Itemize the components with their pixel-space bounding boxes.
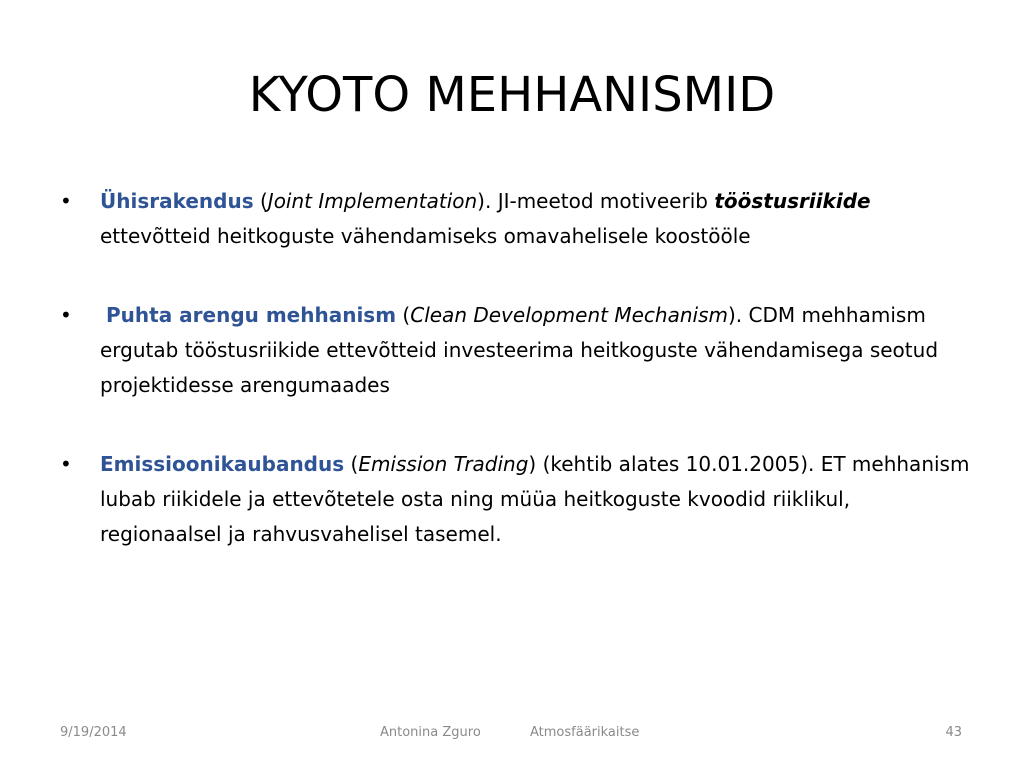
bullet-term: Emissioonikaubandus	[100, 452, 345, 476]
bullet-text: ). JI-meetod motiveerib	[477, 189, 715, 213]
footer-page-number: 43	[945, 725, 962, 740]
bullet-marker: •	[60, 303, 72, 327]
bullet-list	[60, 184, 970, 552]
bullet-term: Ühisrakendus	[100, 189, 254, 213]
bullet-emphasis: tööstusriikide	[714, 189, 871, 213]
bullet-open-paren: (	[253, 189, 268, 213]
bullet-english-term: Joint Implementation	[267, 189, 478, 213]
bullet-english-term: Emission Trading	[358, 452, 529, 476]
bullet-item-clean-development	[60, 298, 970, 403]
bullet-open-paren: (	[344, 452, 359, 476]
bullet-text: ). CDM mehhamism ergutab tööstusriikide ettevõtteid investeerima heitkoguste vähendamisega seotud projektidesse arengumaades	[100, 303, 939, 397]
bullet-term: Puhta arengu mehhanism	[106, 303, 397, 327]
bullet-english-term: Clean Development Mechanism	[410, 303, 728, 327]
bullet-open-paren: (	[396, 303, 411, 327]
bullet-marker: •	[60, 452, 72, 476]
footer-topic: Atmosfäärikaitse	[530, 725, 640, 740]
footer-author: Antonina Zguro	[380, 725, 481, 740]
footer-date: 9/19/2014	[60, 725, 127, 740]
bullet-item-joint-implementation	[60, 184, 970, 254]
slide-title: KYOTO MEHHANISMID	[248, 67, 776, 123]
bullet-item-emission-trading	[60, 447, 970, 552]
bullet-marker: •	[60, 189, 72, 213]
bullet-text-continued: ettevõtteid heitkoguste vähendamiseks omavahelisele koostööle	[100, 224, 751, 248]
bullet-text: ) (kehtib alates 10.01.2005). ET mehhanism lubab riikidele ja ettevõtetele osta ning müüa heitkoguste kvoodid riiklikul, regionaalsel ja rahvusvahelisel tasemel.	[100, 452, 970, 546]
